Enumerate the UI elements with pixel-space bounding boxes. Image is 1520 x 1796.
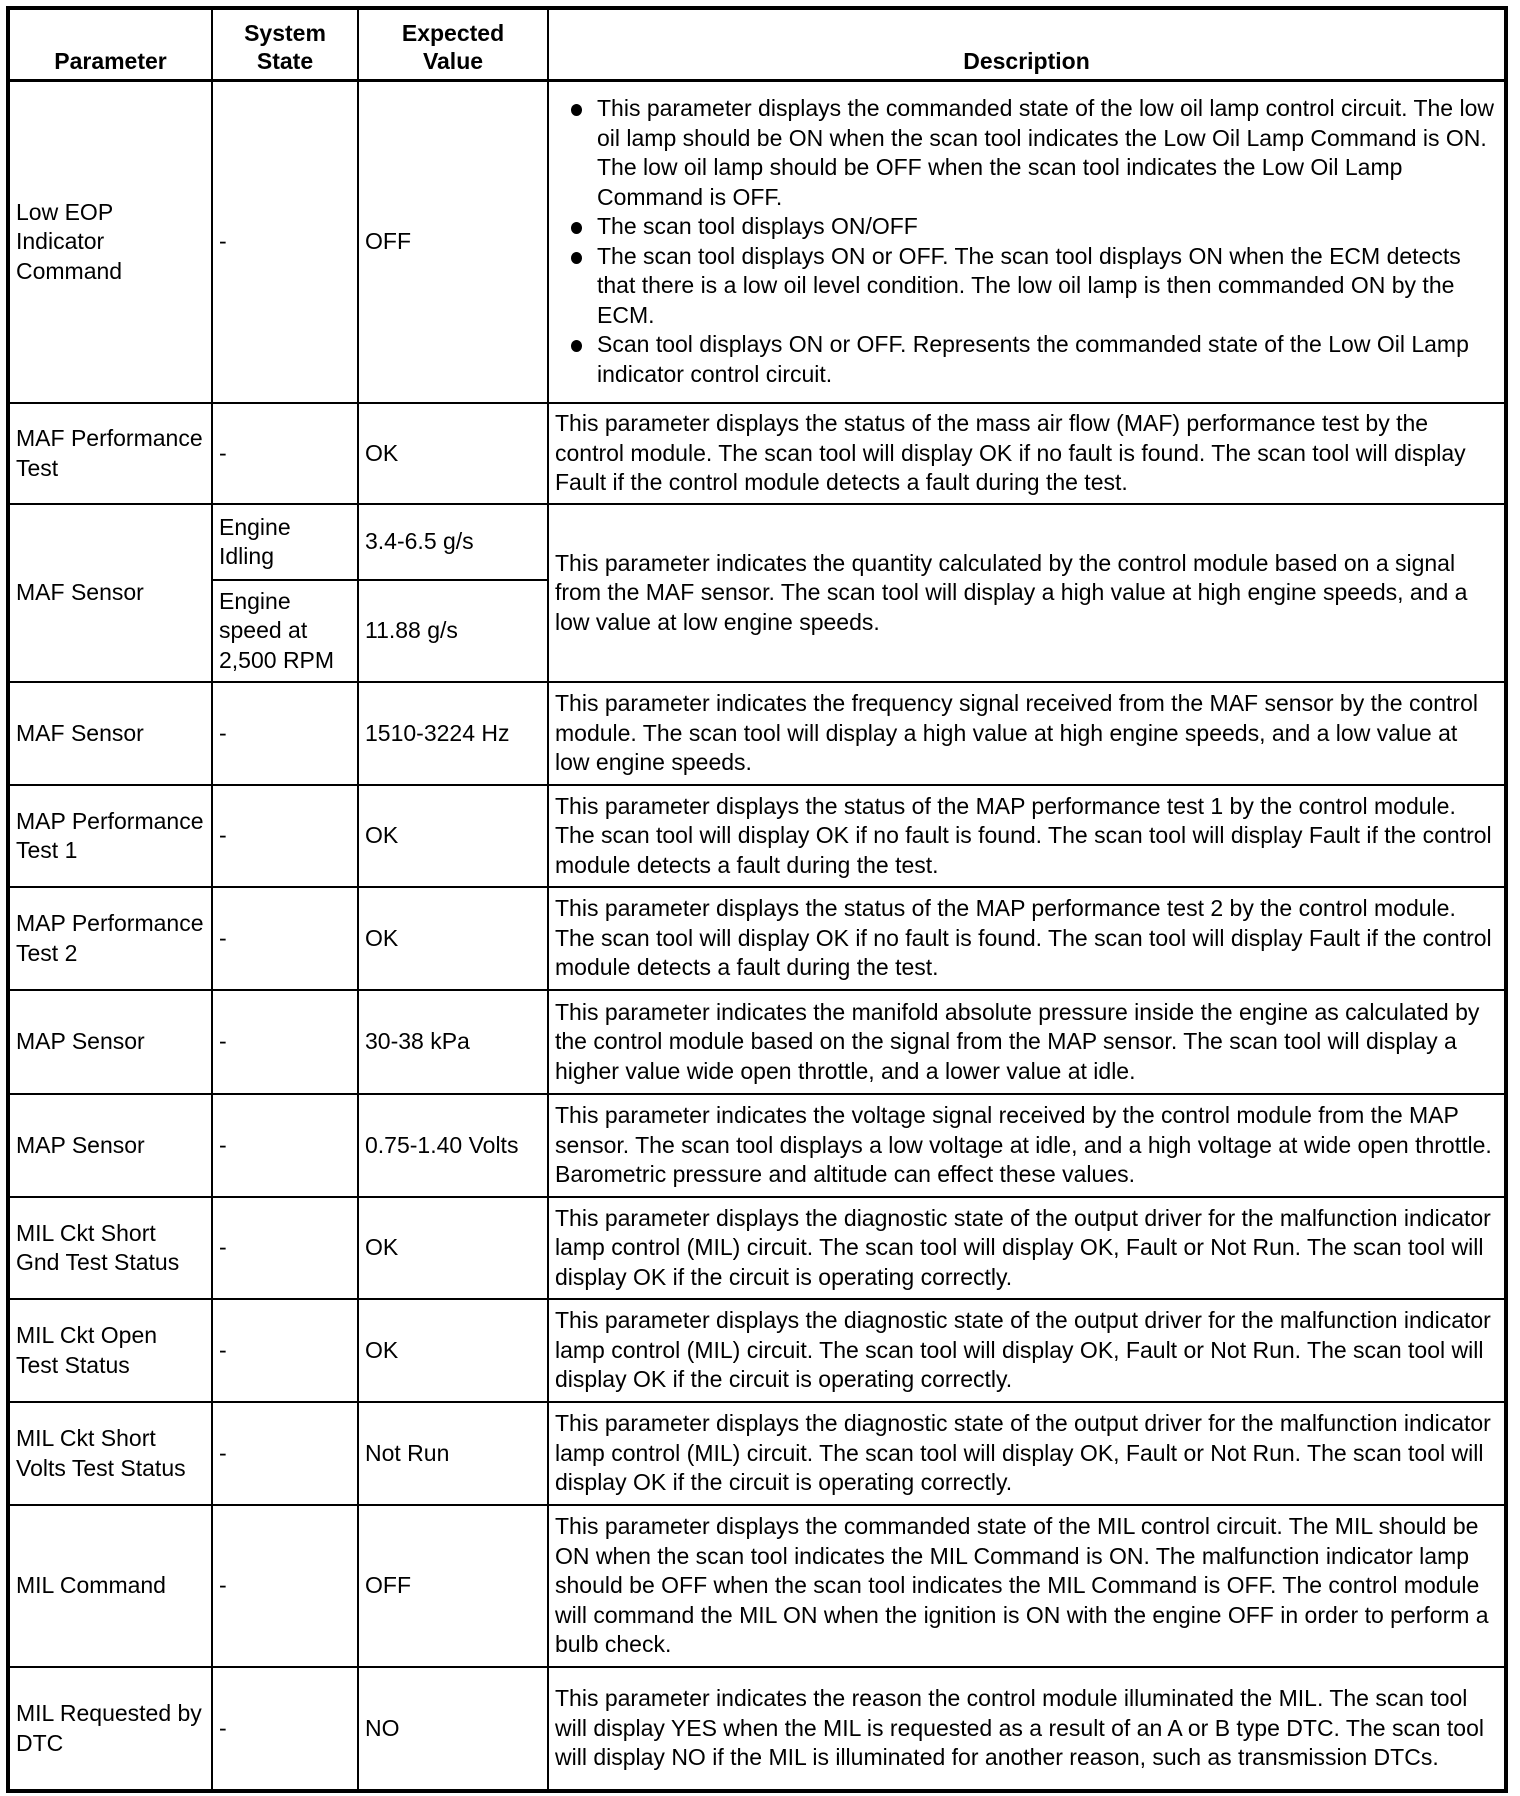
system-state-cell: Engine speed at 2,500 RPM [212,580,358,682]
table-row [8,80,1506,403]
expected-value-cell: OFF [358,80,548,403]
expected-value-cell: Not Run [358,1402,548,1505]
table-row [8,887,1506,990]
system-state-cell: - [212,785,358,887]
parameter-cell: MIL Ckt Short Volts Test Status [8,1402,212,1505]
table-row [8,403,1506,504]
bullet-icon [571,340,582,352]
table-row [8,504,1506,580]
parameter-cell: MAF Sensor [8,504,212,682]
expected-value-cell: 0.75-1.40 Volts [358,1094,548,1197]
expected-value-cell: 3.4-6.5 g/s [358,504,548,580]
description-cell: This parameter displays the status of the mass air flow (MAF) performance test by the control module. The scan tool will display OK if no fault is found. The scan tool will display Fault if the control module detects a fault during the test. [548,403,1506,504]
parameter-cell: MAP Performance Test 1 [8,785,212,887]
description-cell: This parameter displays the status of the MAP performance test 1 by the control module. The scan tool will display OK if no fault is found. The scan tool will display Fault if the control module detects a fault during the test. [548,785,1506,887]
bullet-item [555,242,1498,331]
expected-value-cell: 30-38 kPa [358,990,548,1094]
description-cell: This parameter indicates the frequency signal received from the MAF sensor by the control module. The scan tool will display a high value at high engine speeds, and a low value at low engine speeds. [548,682,1506,785]
system-state-cell: - [212,887,358,990]
table-row [8,682,1506,785]
parameter-cell: MAF Performance Test [8,403,212,504]
header-expected-value: Expected Value [358,8,548,80]
system-state-cell: Engine Idling [212,504,358,580]
bullet-text: The scan tool displays ON/OFF [597,213,918,240]
system-state-cell: - [212,1299,358,1402]
expected-value-cell: 11.88 g/s [358,580,548,682]
parameter-cell: MAP Performance Test 2 [8,887,212,990]
system-state-cell: - [212,1667,358,1791]
bullet-icon [571,222,582,234]
system-state-cell: - [212,682,358,785]
description-cell: This parameter indicates the quantity calculated by the control module based on a signal from the MAF sensor. The scan tool will display a high value at high engine speeds, and a low value at low engine speeds. [548,504,1506,682]
expected-value-cell: OK [358,403,548,504]
description-cell: This parameter displays the commanded state of the MIL control circuit. The MIL should be ON when the scan tool indicates the MIL Command is ON. The malfunction indicator lamp should be OFF when the scan tool indicates the MIL Command is OFF. The control module will command the MIL ON when the ignition is ON with the engine OFF in order to perform a bulb check. [548,1505,1506,1667]
expected-value-cell: OK [358,887,548,990]
system-state-cell: - [212,80,358,403]
parameter-cell: MIL Ckt Open Test Status [8,1299,212,1402]
table-row [8,785,1506,887]
description-cell: This parameter displays the diagnostic state of the output driver for the malfunction indicator lamp control (MIL) circuit. The scan tool will display OK, Fault or Not Run. The scan tool will display OK if the circuit is operating correctly. [548,1299,1506,1402]
description-bullet-list [555,94,1498,389]
description-cell [548,80,1506,403]
parameter-cell: MAP Sensor [8,1094,212,1197]
bullet-icon [571,252,582,264]
bullet-item [555,212,1498,242]
parameter-cell: MAF Sensor [8,682,212,785]
bullet-text: This parameter displays the commanded state of the low oil lamp control circuit. The low oil lamp should be ON when the scan tool indicates the Low Oil Lamp Command is ON. The low oil lamp should be OFF when the scan tool indicates the Low Oil Lamp Command is OFF. [597,95,1494,210]
expected-value-cell: 1510-3224 Hz [358,682,548,785]
description-cell: This parameter indicates the voltage signal received by the control module from the MAP sensor. The scan tool displays a low voltage at idle, and a high voltage at wide open throttle. Barometric pressure and altitude can effect these values. [548,1094,1506,1197]
description-cell: This parameter displays the diagnostic state of the output driver for the malfunction indicator lamp control (MIL) circuit. The scan tool will display OK, Fault or Not Run. The scan tool will display OK if the circuit is operating correctly. [548,1197,1506,1299]
header-description: Description [548,8,1506,80]
system-state-cell: - [212,403,358,504]
table-row [8,1299,1506,1402]
description-cell: This parameter displays the status of the MAP performance test 2 by the control module. The scan tool will display OK if no fault is found. The scan tool will display Fault if the control module detects a fault during the test. [548,887,1506,990]
description-cell: This parameter indicates the manifold absolute pressure inside the engine as calculated by the control module based on the signal from the MAP sensor. The scan tool will display a higher value wide open throttle, and a lower value at idle. [548,990,1506,1094]
system-state-cell: - [212,1505,358,1667]
expected-value-cell: NO [358,1667,548,1791]
table-row [8,1094,1506,1197]
description-cell: This parameter displays the diagnostic state of the output driver for the malfunction indicator lamp control (MIL) circuit. The scan tool will display OK, Fault or Not Run. The scan tool will display OK if the circuit is operating correctly. [548,1402,1506,1505]
parameter-cell: MIL Command [8,1505,212,1667]
expected-value-cell: OK [358,785,548,887]
scan-tool-data-table [6,6,1508,1793]
table-row [8,1197,1506,1299]
bullet-item [555,330,1498,389]
table-row [8,990,1506,1094]
description-cell: This parameter indicates the reason the control module illuminated the MIL. The scan tool will display YES when the MIL is requested as a result of an A or B type DTC. The scan tool will display NO if the MIL is illuminated for another reason, such as transmission DTCs. [548,1667,1506,1791]
header-system-state: System State [212,8,358,80]
table-row [8,1667,1506,1791]
header-parameter: Parameter [8,8,212,80]
system-state-cell: - [212,1402,358,1505]
parameter-cell: MIL Requested by DTC [8,1667,212,1791]
expected-value-cell: OK [358,1299,548,1402]
bullet-text: Scan tool displays ON or OFF. Represents the commanded state of the Low Oil Lamp indicator control circuit. [597,331,1469,387]
table-row [8,1505,1506,1667]
bullet-item [555,94,1498,212]
parameter-cell: Low EOP Indicator Command [8,80,212,403]
parameter-cell: MIL Ckt Short Gnd Test Status [8,1197,212,1299]
bullet-text: The scan tool displays ON or OFF. The scan tool displays ON when the ECM detects that there is a low oil level condition. The low oil lamp is then commanded ON by the ECM. [597,242,1461,328]
expected-value-cell: OFF [358,1505,548,1667]
table-row [8,1402,1506,1505]
expected-value-cell: OK [358,1197,548,1299]
table-header-row [8,8,1506,80]
bullet-icon [571,104,582,116]
system-state-cell: - [212,1094,358,1197]
system-state-cell: - [212,990,358,1094]
system-state-cell: - [212,1197,358,1299]
parameter-cell: MAP Sensor [8,990,212,1094]
